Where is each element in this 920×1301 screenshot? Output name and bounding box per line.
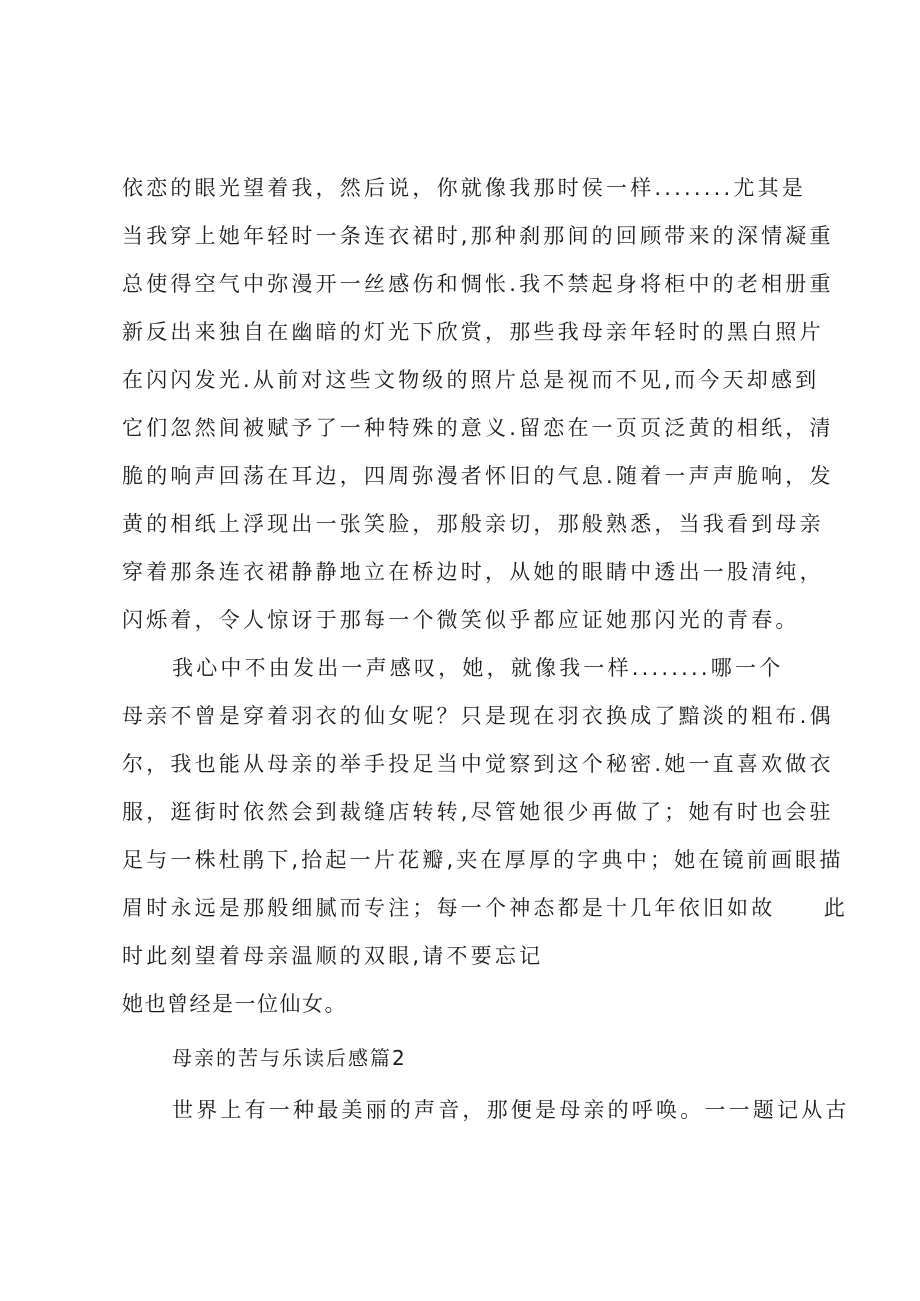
paragraph-line: 服，逛街时依然会到裁缝店转转,尽管她很少再做了；她有时也会驻: [122, 800, 834, 824]
paragraph-line: 在闪闪发光.从前对这些文物级的照片总是视而不见,而今天却感到: [122, 368, 820, 392]
paragraph-line: 穿着那条连衣裙静静地立在桥边时，从她的眼睛中透出一股清纯，: [122, 560, 824, 584]
paragraph-line: 时此刻望着母亲温顺的双眼,请不要忘记: [122, 944, 544, 968]
paragraph-line: 她也曾经是一位仙女。: [122, 992, 347, 1016]
paragraph-line: 它们忽然间被赋予了一种特殊的意义.留恋在一页页泛黄的相纸，清: [122, 416, 834, 440]
paragraph-line: 脆的响声回荡在耳边，四周弥漫者怀旧的气息.随着一声声脆响，发: [122, 464, 834, 488]
paragraph-line: 闪烁着，令人惊讶于那每一个微笑似乎都应证她那闪光的青春。: [122, 608, 800, 632]
paragraph-line: 依恋的眼光望着我，然后说，你就像我那时侯一样........尤其是: [122, 176, 806, 200]
paragraph-line: 总使得空气中弥漫开一丝感伤和惆怅.我不禁起身将柜中的老相册重: [122, 272, 834, 296]
paragraph-line: 母亲不曾是穿着羽衣的仙女呢？只是现在羽衣换成了黯淡的粗布.偶: [122, 704, 834, 728]
section-heading: 母亲的苦与乐读后感篇2: [172, 1046, 407, 1070]
paragraph-line: 世界上有一种最美丽的声音，那便是母亲的呼唤。一一题记从古: [172, 1098, 850, 1122]
paragraph-line: 眉时永远是那般细腻而专注；每一个神态都是十几年依旧如故 此: [122, 896, 848, 920]
paragraph-line: 当我穿上她年轻时一条连衣裙时,那种刹那间的回顾带来的深情凝重: [122, 224, 834, 248]
paragraph-line: 尔，我也能从母亲的举手投足当中觉察到这个秘密.她一直喜欢做衣: [122, 752, 834, 776]
paragraph-line: 我心中不由发出一声感叹，她，就像我一样........哪一个: [172, 656, 784, 680]
paragraph-line: 新反出来独自在幽暗的灯光下欣赏，那些我母亲年轻时的黑白照片: [122, 320, 824, 344]
paragraph-line: 黄的相纸上浮现出一张笑脸，那般亲切，那般熟悉，当我看到母亲: [122, 512, 824, 536]
paragraph-line: 足与一株杜鹃下,拾起一片花瓣,夹在厚厚的字典中；她在镜前画眼描: [122, 848, 844, 872]
